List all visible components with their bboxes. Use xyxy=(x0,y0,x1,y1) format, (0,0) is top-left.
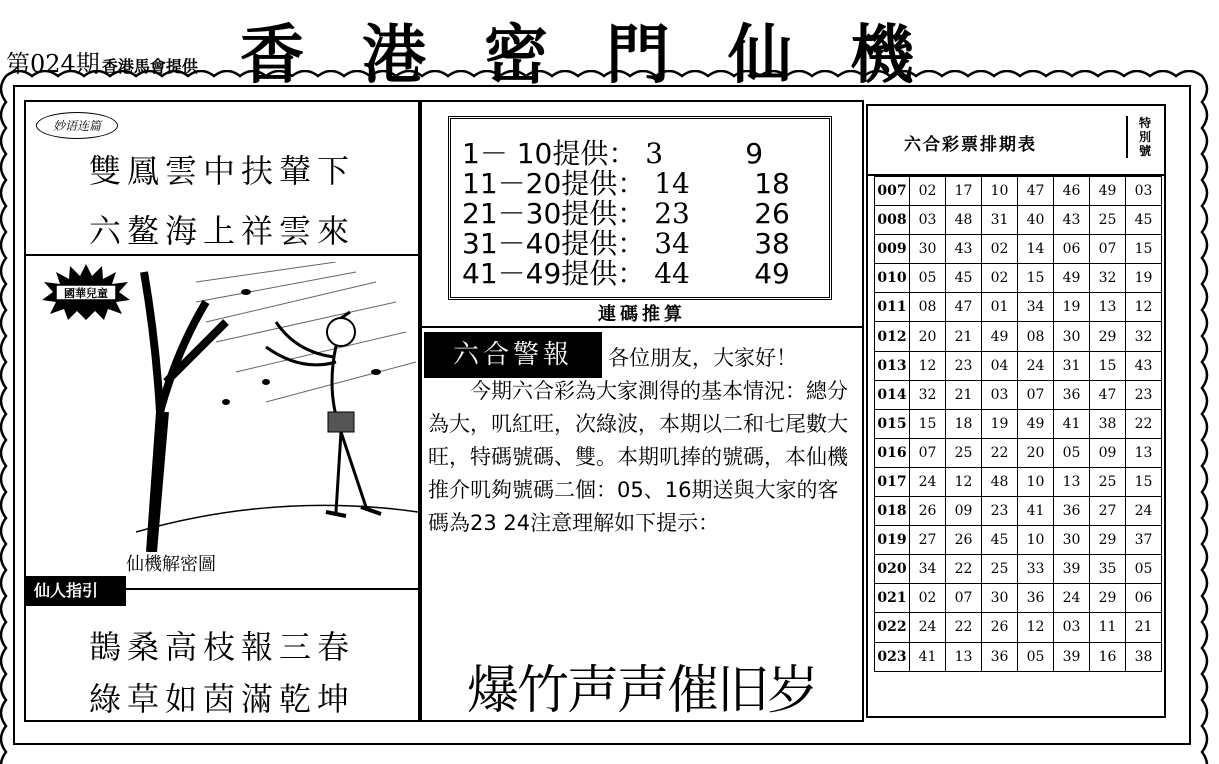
number-cell: 22 xyxy=(982,438,1018,467)
table-row xyxy=(875,177,1162,206)
number-cell: 29 xyxy=(1090,322,1126,351)
range-label: 31－40提供 xyxy=(462,227,618,260)
number-cell: 10 xyxy=(982,177,1018,206)
table-row xyxy=(875,467,1162,496)
number-cell: 07 xyxy=(1018,380,1054,409)
number-cell: 09 xyxy=(946,497,982,526)
divider xyxy=(126,588,422,590)
range-value-a: 44 xyxy=(654,257,690,290)
period-cell: 023 xyxy=(875,642,910,671)
number-cell: 21 xyxy=(1126,613,1162,642)
number-cell: 08 xyxy=(910,293,946,322)
number-cell: 08 xyxy=(1018,322,1054,351)
number-cell: 09 xyxy=(1090,438,1126,467)
badge-text: 國華兒童 xyxy=(64,287,108,300)
number-cell: 03 xyxy=(982,380,1018,409)
number-cell: 33 xyxy=(1018,555,1054,584)
period-cell: 014 xyxy=(875,380,910,409)
table-row xyxy=(875,380,1162,409)
alert-label: 六合警報 xyxy=(424,332,602,378)
number-cell: 13 xyxy=(1054,467,1090,496)
range-value-a: 14 xyxy=(654,167,690,200)
number-cell: 48 xyxy=(946,206,982,235)
number-cell: 43 xyxy=(1126,351,1162,380)
number-cell: 25 xyxy=(982,555,1018,584)
period-cell: 008 xyxy=(875,206,910,235)
number-cell: 03 xyxy=(1054,613,1090,642)
number-cell: 15 xyxy=(1090,351,1126,380)
range-colon: ： xyxy=(608,137,637,170)
range-value-b: 9 xyxy=(745,137,764,170)
number-cell: 45 xyxy=(946,264,982,293)
guide-label: 仙人指引 xyxy=(26,576,126,606)
number-cell: 21 xyxy=(946,322,982,351)
number-cell: 25 xyxy=(1090,206,1126,235)
number-cell: 35 xyxy=(1090,555,1126,584)
number-cell: 49 xyxy=(1090,177,1126,206)
number-cell: 29 xyxy=(1090,584,1126,613)
poem-bottom-line-1: 鵲桑高枝報三春 xyxy=(88,628,355,666)
number-cell: 12 xyxy=(946,467,982,496)
number-cell: 02 xyxy=(982,264,1018,293)
number-cell: 31 xyxy=(1054,351,1090,380)
table-row xyxy=(875,438,1162,467)
number-cell: 16 xyxy=(1090,642,1126,671)
number-cell: 47 xyxy=(1018,177,1054,206)
number-cell: 27 xyxy=(910,526,946,555)
number-cell: 13 xyxy=(1126,438,1162,467)
number-cell: 15 xyxy=(910,409,946,438)
number-cell: 05 xyxy=(1018,642,1054,671)
range-value-a: 3 xyxy=(645,137,664,170)
number-cell: 07 xyxy=(946,584,982,613)
number-cell: 03 xyxy=(1126,177,1162,206)
number-cell: 19 xyxy=(1054,293,1090,322)
number-cell: 45 xyxy=(1126,206,1162,235)
period-cell: 019 xyxy=(875,526,910,555)
number-cell: 19 xyxy=(1126,264,1162,293)
number-cell: 18 xyxy=(946,409,982,438)
period-cell: 022 xyxy=(875,613,910,642)
number-cell: 41 xyxy=(1018,497,1054,526)
number-cell: 37 xyxy=(1126,526,1162,555)
number-cell: 11 xyxy=(1090,613,1126,642)
period-cell: 015 xyxy=(875,409,910,438)
table-row xyxy=(875,409,1162,438)
number-cell: 22 xyxy=(946,613,982,642)
number-cell: 41 xyxy=(1054,409,1090,438)
number-cell: 07 xyxy=(1090,235,1126,264)
period-cell: 020 xyxy=(875,555,910,584)
slogan: 爆竹声声催旧岁 xyxy=(466,661,817,721)
period-cell: 021 xyxy=(875,584,910,613)
forecast-body: 今期六合彩為大家測得的基本情況：總分為大，叽紅旺，次綠波，本期以二和七尾數大旺，特碼號碼、雙。本期叽捧的號碼，本仙機推介叽夠號碼二個：05、16期送與大家的客碼為23 24注意理解如下提示： xyxy=(428,379,848,535)
range-colon: ： xyxy=(617,257,646,290)
number-cell: 26 xyxy=(946,526,982,555)
number-cell: 36 xyxy=(982,642,1018,671)
period-cell: 018 xyxy=(875,497,910,526)
number-cell: 10 xyxy=(1018,526,1054,555)
range-label: 11－20提供 xyxy=(462,167,618,200)
masthead-title: 香港密門仙機 xyxy=(240,19,972,93)
number-cell: 30 xyxy=(982,584,1018,613)
number-cell: 32 xyxy=(1090,264,1126,293)
schedule-header xyxy=(868,106,1164,176)
divider xyxy=(422,326,862,328)
number-cell: 22 xyxy=(946,555,982,584)
number-cell: 49 xyxy=(1018,409,1054,438)
number-cell: 29 xyxy=(1090,526,1126,555)
number-cell: 02 xyxy=(982,235,1018,264)
range-value-b: 38 xyxy=(754,227,790,260)
starburst-badge xyxy=(40,262,132,322)
number-cell: 39 xyxy=(1054,555,1090,584)
number-cell: 49 xyxy=(982,322,1018,351)
number-cell: 10 xyxy=(1018,467,1054,496)
period-cell: 013 xyxy=(875,351,910,380)
left-panel xyxy=(24,100,420,722)
period-cell: 017 xyxy=(875,467,910,496)
number-cell: 24 xyxy=(1018,351,1054,380)
number-cell: 21 xyxy=(946,380,982,409)
number-cell: 20 xyxy=(1018,438,1054,467)
range-colon: ： xyxy=(617,197,646,230)
table-row xyxy=(875,351,1162,380)
range-colon: ： xyxy=(617,167,646,200)
range-label: 21－30提供 xyxy=(462,197,618,230)
special-number-label: 特別號 xyxy=(1126,116,1156,158)
number-cell: 24 xyxy=(1054,584,1090,613)
number-cell: 15 xyxy=(1126,467,1162,496)
table-row xyxy=(875,293,1162,322)
number-cell: 01 xyxy=(982,293,1018,322)
period-cell: 009 xyxy=(875,235,910,264)
number-cell: 24 xyxy=(910,467,946,496)
sage-illustration-icon xyxy=(136,262,418,552)
number-cell: 48 xyxy=(982,467,1018,496)
lianma-title: 連碼推算 xyxy=(598,304,686,325)
schedule-panel xyxy=(866,104,1166,718)
number-cell: 23 xyxy=(982,497,1018,526)
period-cell: 012 xyxy=(875,322,910,351)
number-cell: 23 xyxy=(946,351,982,380)
number-cell: 02 xyxy=(910,177,946,206)
schedule-title: 六合彩票排期表 xyxy=(904,135,1037,155)
number-cell: 07 xyxy=(910,438,946,467)
number-cell: 39 xyxy=(1054,642,1090,671)
number-cell: 27 xyxy=(1090,497,1126,526)
range-label: 1－ 10提供 xyxy=(462,137,609,170)
number-cell: 15 xyxy=(1018,264,1054,293)
divider xyxy=(26,254,418,256)
number-cell: 12 xyxy=(910,351,946,380)
number-cell: 30 xyxy=(1054,322,1090,351)
issue-label: 第024期 xyxy=(6,50,100,78)
number-cell: 12 xyxy=(1018,613,1054,642)
number-cell: 36 xyxy=(1018,584,1054,613)
schedule-table xyxy=(874,176,1162,672)
number-cell: 36 xyxy=(1054,380,1090,409)
table-row xyxy=(875,497,1162,526)
table-row xyxy=(875,555,1162,584)
number-cell: 02 xyxy=(910,584,946,613)
number-cell: 26 xyxy=(910,497,946,526)
number-cell: 05 xyxy=(910,264,946,293)
number-cell: 15 xyxy=(1126,235,1162,264)
number-cell: 04 xyxy=(982,351,1018,380)
middle-panel xyxy=(420,100,864,722)
table-row xyxy=(875,584,1162,613)
number-cell: 23 xyxy=(1126,380,1162,409)
forecast-paragraph xyxy=(428,342,848,540)
number-cell: 05 xyxy=(1054,438,1090,467)
number-cell: 20 xyxy=(910,322,946,351)
range-value-b: 18 xyxy=(754,167,790,200)
number-cell: 38 xyxy=(1126,642,1162,671)
number-cell: 43 xyxy=(1054,206,1090,235)
number-cell: 38 xyxy=(1090,409,1126,438)
poem-bottom-line-2: 綠草如茵滿乾坤 xyxy=(88,680,355,718)
greeting-text: 各位朋友，大家好！ xyxy=(608,346,797,370)
illustration-caption: 仙機解密圖 xyxy=(126,554,216,575)
table-row xyxy=(875,642,1162,671)
number-cell: 24 xyxy=(910,613,946,642)
number-cell: 22 xyxy=(1126,409,1162,438)
number-cell: 36 xyxy=(1054,497,1090,526)
number-cell: 45 xyxy=(982,526,1018,555)
table-row xyxy=(875,206,1162,235)
number-cell: 25 xyxy=(1090,467,1126,496)
number-cell: 24 xyxy=(1126,497,1162,526)
number-cell: 41 xyxy=(910,642,946,671)
number-cell: 30 xyxy=(910,235,946,264)
table-row xyxy=(875,526,1162,555)
range-row xyxy=(462,252,790,292)
number-cell: 17 xyxy=(946,177,982,206)
number-cell: 26 xyxy=(982,613,1018,642)
tag-oval: 妙语连篇 xyxy=(36,112,118,139)
range-value-b: 26 xyxy=(754,197,790,230)
number-cell: 43 xyxy=(946,235,982,264)
poem-top-line-2: 六鳌海上祥雲來 xyxy=(88,212,355,250)
table-row xyxy=(875,613,1162,642)
range-value-a: 23 xyxy=(654,197,690,230)
number-cell: 40 xyxy=(1018,206,1054,235)
number-cell: 30 xyxy=(1054,526,1090,555)
number-cell: 34 xyxy=(910,555,946,584)
number-cell: 49 xyxy=(1054,264,1090,293)
number-cell: 03 xyxy=(910,206,946,235)
number-cell: 13 xyxy=(1090,293,1126,322)
number-cell: 32 xyxy=(1126,322,1162,351)
period-cell: 010 xyxy=(875,264,910,293)
poem-top-line-1: 雙鳳雲中扶輦下 xyxy=(88,152,355,190)
table-row xyxy=(875,235,1162,264)
range-value-a: 34 xyxy=(654,227,690,260)
period-cell: 011 xyxy=(875,293,910,322)
number-cell: 47 xyxy=(1090,380,1126,409)
range-value-b: 49 xyxy=(754,257,790,290)
table-row xyxy=(875,322,1162,351)
number-cell: 12 xyxy=(1126,293,1162,322)
table-row xyxy=(875,264,1162,293)
number-cell: 19 xyxy=(982,409,1018,438)
range-colon: ： xyxy=(617,227,646,260)
number-cell: 06 xyxy=(1126,584,1162,613)
number-cell: 13 xyxy=(946,642,982,671)
period-cell: 007 xyxy=(875,177,910,206)
number-cell: 25 xyxy=(946,438,982,467)
range-label: 41－49提供 xyxy=(462,257,618,290)
number-cell: 47 xyxy=(946,293,982,322)
number-cell: 46 xyxy=(1054,177,1090,206)
number-cell: 32 xyxy=(910,380,946,409)
number-cell: 31 xyxy=(982,206,1018,235)
publisher-label: 香港馬會提供 xyxy=(101,57,198,76)
number-cell: 06 xyxy=(1054,235,1090,264)
number-cell: 05 xyxy=(1126,555,1162,584)
number-cell: 34 xyxy=(1018,293,1054,322)
period-cell: 016 xyxy=(875,438,910,467)
number-cell: 14 xyxy=(1018,235,1054,264)
